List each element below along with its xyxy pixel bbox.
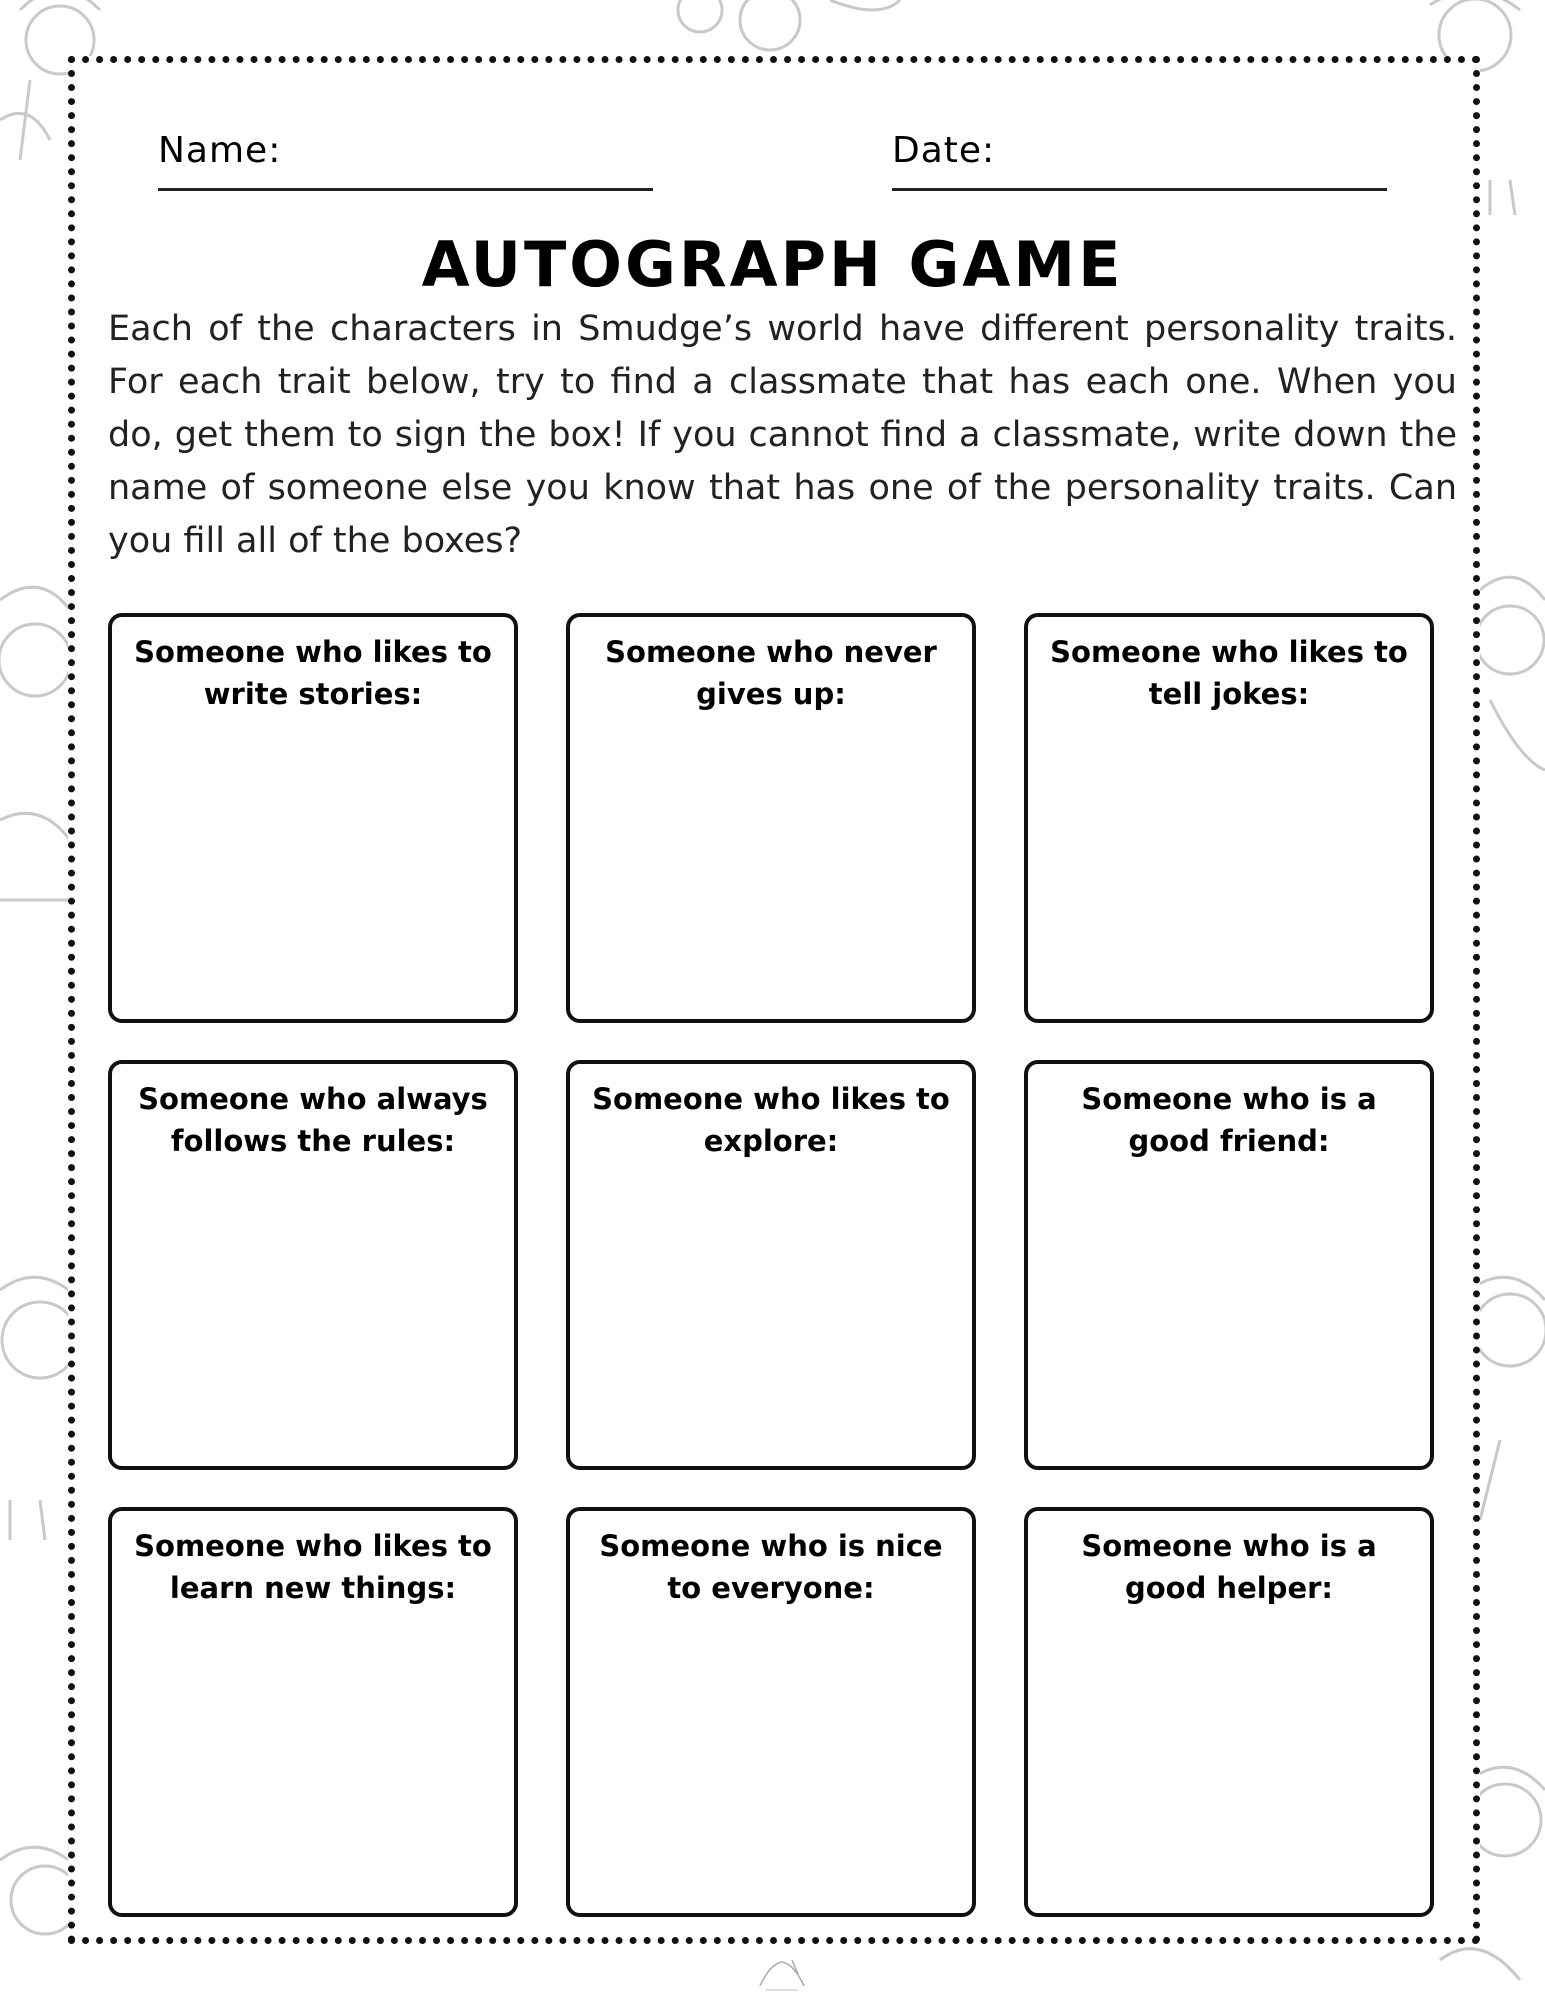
name-write-line[interactable] (158, 188, 653, 191)
autograph-box[interactable] (1024, 613, 1434, 1023)
date-label: Date: (892, 130, 996, 171)
date-field[interactable] (892, 130, 1387, 178)
autograph-box[interactable] (1024, 1507, 1434, 1917)
autograph-box[interactable] (566, 1507, 976, 1917)
page-title: AUTOGRAPH GAME (421, 228, 1124, 301)
autograph-box-label: Someone who never gives up: (605, 635, 937, 711)
autograph-box[interactable] (566, 613, 976, 1023)
autograph-box-label: Someone who is a good friend: (1081, 1082, 1377, 1158)
date-write-line[interactable] (892, 188, 1387, 191)
autograph-grid (108, 613, 1434, 1917)
autograph-box[interactable] (1024, 1060, 1434, 1470)
autograph-box-label: Someone who is nice to everyone: (599, 1529, 943, 1605)
name-label: Name: (158, 130, 282, 171)
autograph-box-label: Someone who always follows the rules: (138, 1082, 488, 1158)
autograph-box[interactable] (108, 1060, 518, 1470)
autograph-box-label: Someone who likes to learn new things: (134, 1529, 492, 1605)
autograph-box-label: Someone who is a good helper: (1081, 1529, 1377, 1605)
autograph-box[interactable] (566, 1060, 976, 1470)
autograph-box[interactable] (108, 1507, 518, 1917)
name-field[interactable] (158, 130, 653, 178)
autograph-box-label: Someone who likes to tell jokes: (1050, 635, 1408, 711)
instructions-paragraph: Each of the characters in Smudge’s world have different personality traits. For each trait below, try to find a classmate that has each one. When you do, get them to sign the box! If you cannot find a classmate, write down the name of someone else you know that has one of the personality traits. Can you fill all of the boxes? (108, 309, 1457, 561)
autograph-box-label: Someone who likes to write stories: (134, 635, 492, 711)
publisher-logo (752, 1956, 812, 1996)
autograph-box[interactable] (108, 613, 518, 1023)
autograph-box-label: Someone who likes to explore: (592, 1082, 950, 1158)
